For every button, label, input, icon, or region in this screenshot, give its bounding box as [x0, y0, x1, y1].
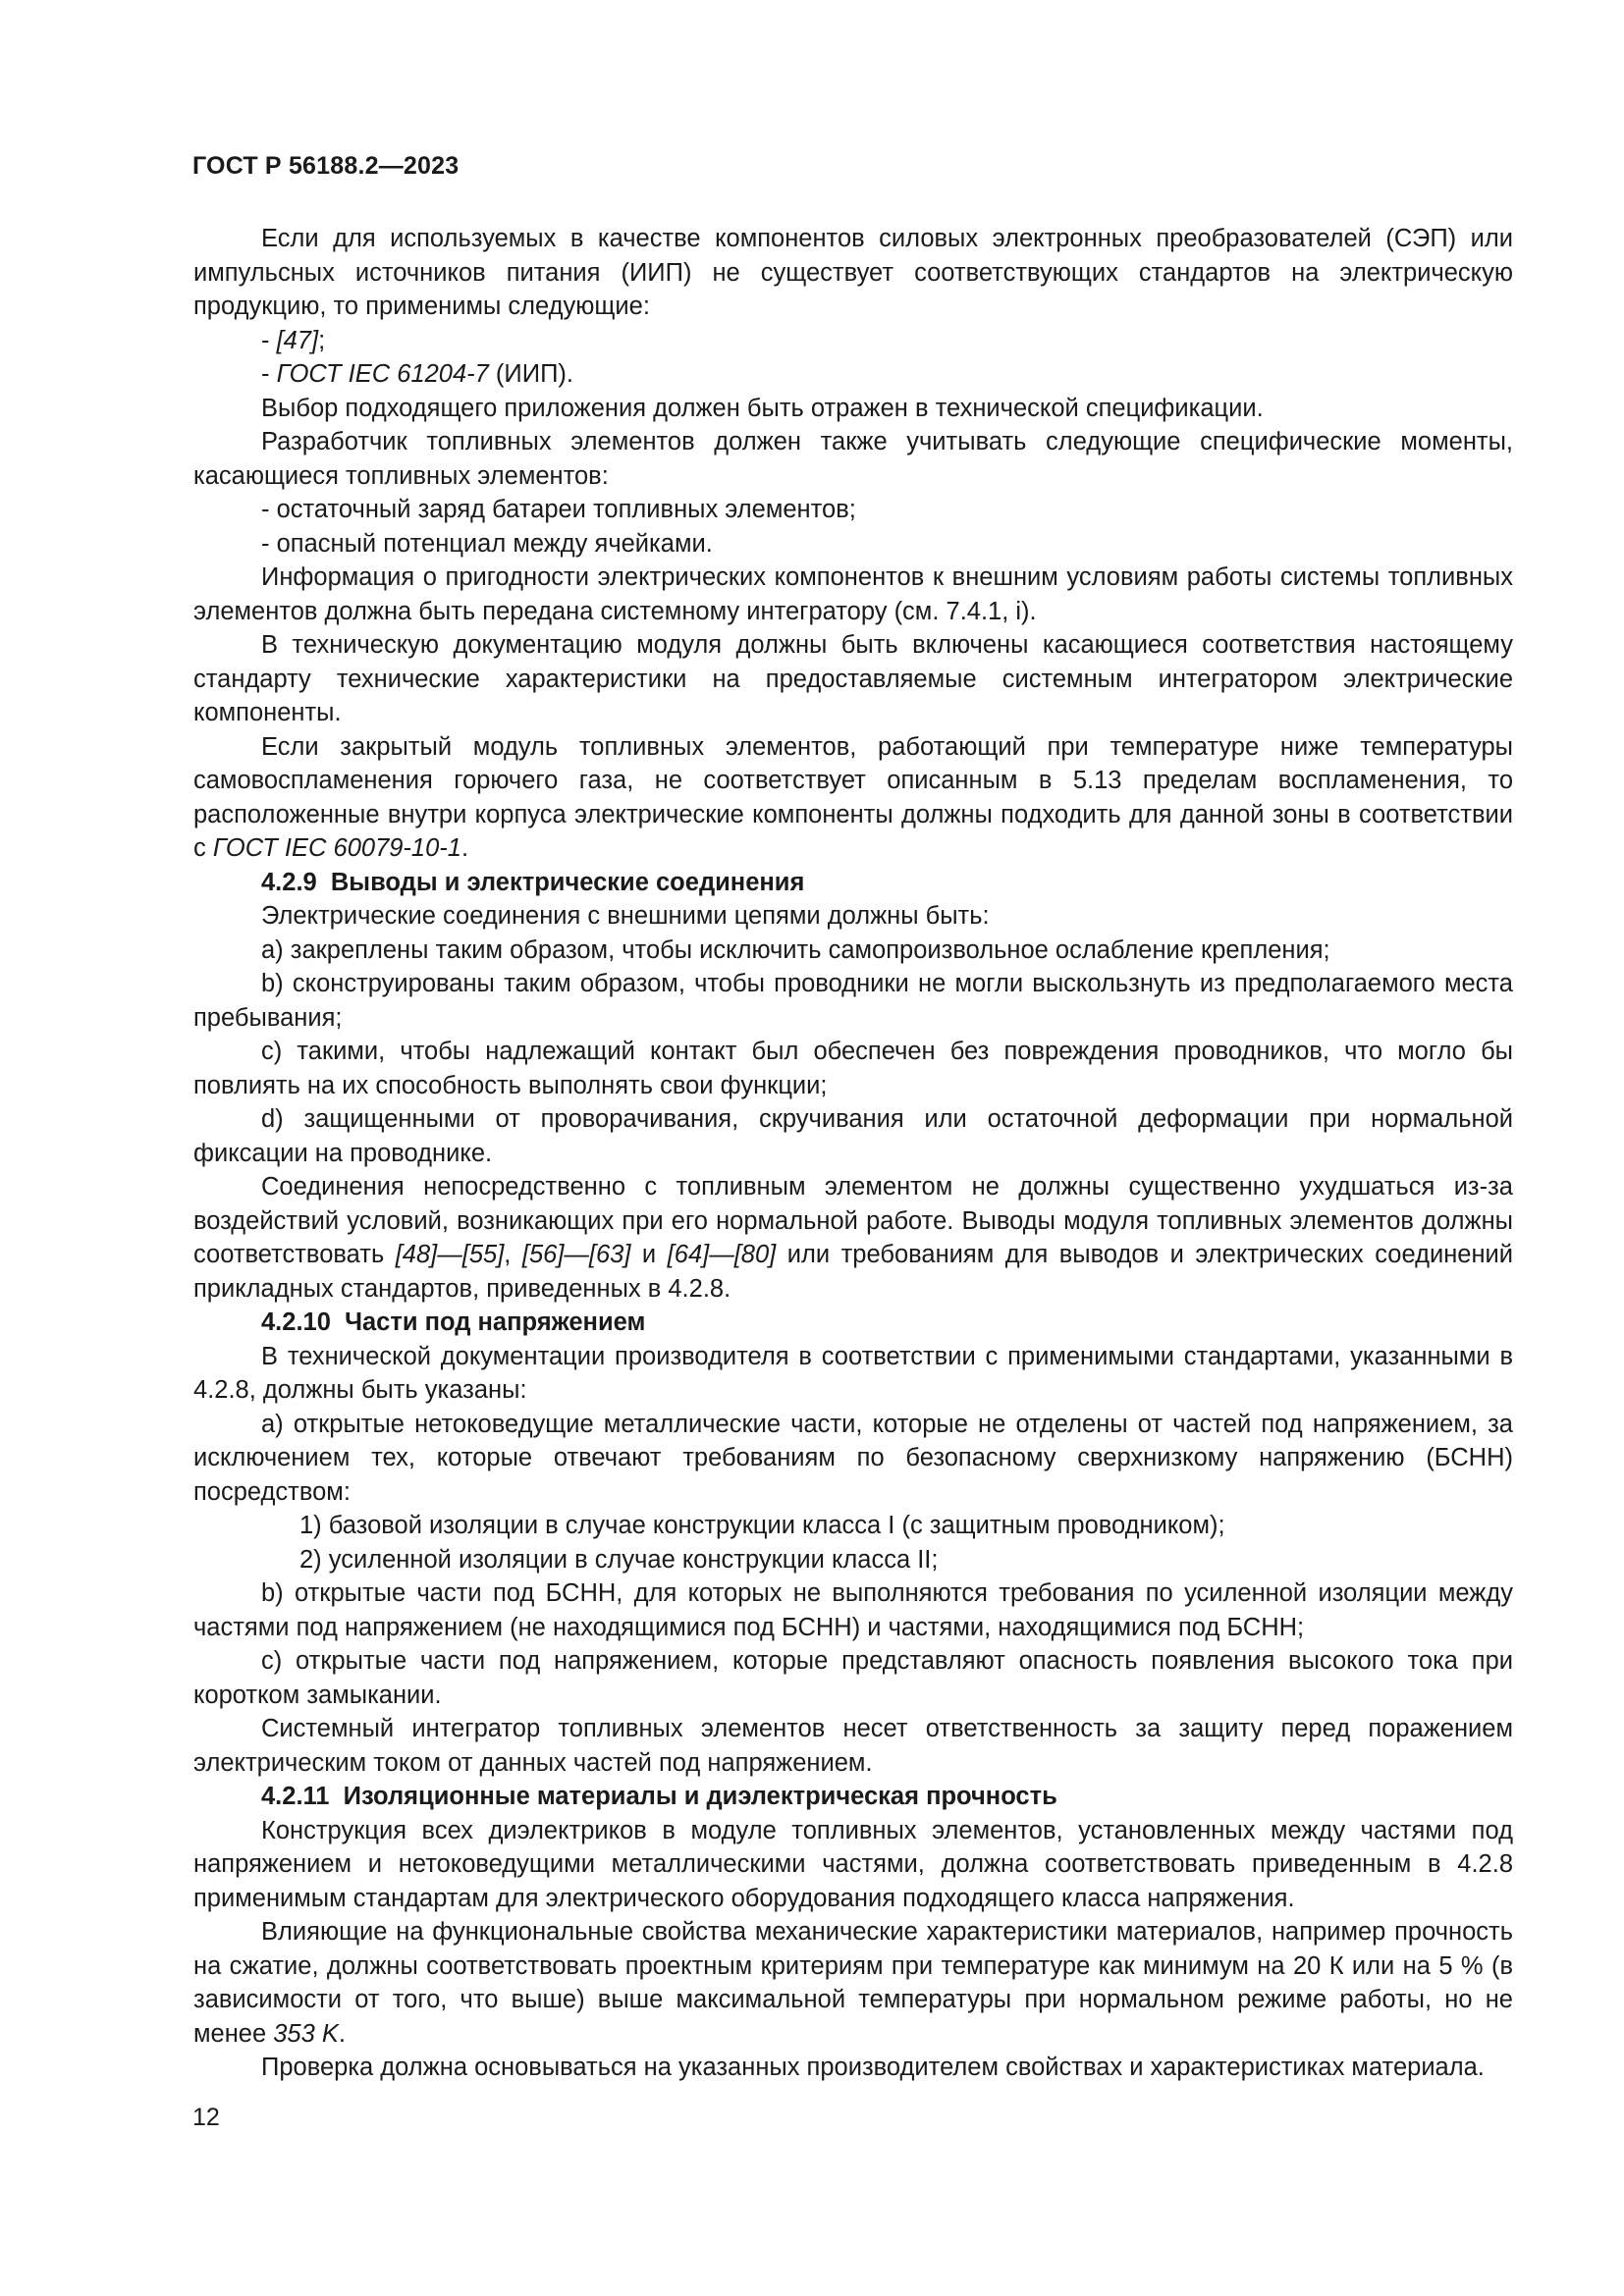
paragraph-text: , — [504, 1241, 522, 1268]
list-item-text: ; — [318, 326, 326, 354]
paragraph-text: или требованиям для выводов и электрических соединений прикладных стандартов, приведенных в 4.2.8. — [193, 1241, 1514, 1303]
paragraph — [193, 730, 1513, 866]
document-header: ГОСТ Р 56188.2—2023 — [192, 152, 460, 180]
section-title: Изоляционные материалы и диэлектрическая прочность — [343, 1783, 1057, 1810]
paragraph-text: Если закрытый модуль топливных элементов, работающий при температуре ниже температуры самовоспламенения горючего газа, не соответствует описанным в 5.13 пределам воспламенения, то расположенные внутри корпуса электрические компоненты должны подходить для данной зоны в соответствии с — [193, 732, 1513, 862]
paragraph: Информация о пригодности электрических компонентов к внешним условиям работы системы топливных элементов должна быть передана системному интегратору (см. 7.4.1, i). — [193, 563, 1513, 625]
paragraph-text: Соединения непосредственно с топливным элементом не должны существенно ухудшаться из-за воздействий условий, возникающих при его нормальной работе. Выводы модуля топливных элементов должны соответствовать — [193, 1173, 1513, 1268]
paragraph — [193, 1915, 1513, 2051]
paragraph: В техническую документацию модуля должны быть включены касающиеся соответствия настоящему стандарту технические характеристики на предоставляемые системным интегратором электрические компоненты. — [193, 631, 1513, 726]
list-item: а) открытые нетоковедущие металлические части, которые не отделены от частей под напряжением, за исключением тех, которые отвечают требованиям по безопасному сверхнизкому напряжению (БСНН) посредством: — [193, 1410, 1513, 1506]
section-number: 4.2.9 — [261, 868, 317, 896]
paragraph: Если для используемых в качестве компонентов силовых электронных преобразователей (СЭП) или импульсных источников питания (ИИП) не существует соответствующих стандартов на электрическую продукцию, то применимы следующие: — [193, 225, 1513, 320]
reference-link: [47] — [276, 326, 319, 354]
list-item: c) открытые части под напряжением, которые представляют опасность появления высокого тока при коротком замыкании. — [193, 1647, 1513, 1709]
paragraph: Конструкция всех диэлектриков в модуле топливных элементов, установленных между частями под напряжением и нетоковедущими металлическими частями, должна соответствовать приведенным в 4.2.8 применимым стандартам для электрического оборудования подходящего класса напряжения. — [193, 1816, 1513, 1912]
sub-list-item: 1) базовой изоляции в случае конструкции класса I (с защитным проводником); — [299, 1512, 1225, 1539]
reference-link: ГОСТ IEC 60079-10-1 — [212, 834, 461, 862]
section-title: Выводы и электрические соединения — [330, 868, 805, 896]
list-item: - [47]; — [261, 326, 326, 354]
list-item-text: опасный потенциал между ячейками. — [276, 529, 713, 558]
sub-list-item: 2) усиленной изоляции в случае конструкции класса II; — [299, 1545, 939, 1574]
page-number: 12 — [192, 2104, 220, 2131]
paragraph-text: . — [338, 2019, 346, 2048]
paragraph-text: . — [460, 834, 469, 862]
reference-link: [64]—[80] — [667, 1241, 777, 1268]
paragraph: Проверка должна основываться на указанных производителем свойствах и характеристиках материала. — [261, 2054, 1485, 2081]
section-title: Части под напряжением — [345, 1308, 646, 1336]
list-item: d) защищенными от проворачивания, скручивания или остаточной деформации при нормальной фиксации на проводнике. — [193, 1105, 1513, 1167]
section-heading-4-2-11 — [193, 1780, 1513, 1814]
reference-link: 353 K — [273, 2019, 339, 2048]
reference-link: ГОСТ IEC 61204-7 — [276, 360, 489, 388]
paragraph: Электрические соединения с внешними цепями должны быть: — [261, 902, 990, 930]
section-number: 4.2.11 — [261, 1783, 330, 1810]
list-item: c) такими, чтобы надлежащий контакт был обеспечен без повреждения проводников, что могло бы повлиять на их способность выполнять свои функции; — [193, 1038, 1513, 1099]
list-item: b) открытые части под БСНН, для которых не выполняются требования по усиленной изоляции между частями под напряжением (не находящимися под БСНН) и частями, находящимися под БСНН; — [193, 1579, 1513, 1641]
paragraph-text: и — [630, 1241, 668, 1268]
reference-link: [56]—[63] — [521, 1241, 631, 1268]
paragraph-text: Влияющие на функциональные свойства механические характеристики материалов, например прочность на сжатие, должны соответствовать проектным критериям при температуре как минимум на 20 К или на 5 % (в зависимости от того, что выше) выше максимальной температуры при нормальном режиме работы, но не менее — [193, 1918, 1513, 2048]
list-item: - ГОСТ IEC 61204-7 (ИИП). — [261, 360, 573, 388]
document-body — [193, 222, 1513, 2085]
list-item: - опасный потенциал между ячейками. — [261, 529, 713, 558]
reference-link: [48]—[55] — [395, 1241, 505, 1268]
paragraph: Выбор подходящего приложения должен быть отражен в технической спецификации. — [261, 394, 1264, 422]
section-heading-4-2-10 — [193, 1306, 1513, 1340]
list-item: а) закреплены таким образом, чтобы исключить самопроизвольное ослабление крепления; — [261, 935, 1330, 964]
paragraph: В технической документации производителя в соответствии с применимыми стандартами, указанными в 4.2.8, должны быть указаны: — [193, 1342, 1513, 1404]
section-number: 4.2.10 — [261, 1308, 331, 1336]
paragraph: Системный интегратор топливных элементов несет ответственность за защиту перед поражением электрическим током от данных частей под напряжением. — [193, 1715, 1513, 1777]
list-item: b) сконструированы таким образом, чтобы проводники не могли выскользнуть из предполагаемого места пребывания; — [193, 970, 1513, 1032]
list-item-text: остаточный заряд батареи топливных элементов; — [276, 496, 856, 523]
paragraph: Разработчик топливных элементов должен также учитывать следующие специфические моменты, касающиеся топливных элементов: — [193, 428, 1513, 490]
section-heading-4-2-9 — [193, 866, 1513, 900]
paragraph — [193, 1170, 1513, 1306]
list-item-text: (ИИП). — [488, 360, 573, 388]
list-item: - остаточный заряд батареи топливных элементов; — [261, 496, 856, 523]
